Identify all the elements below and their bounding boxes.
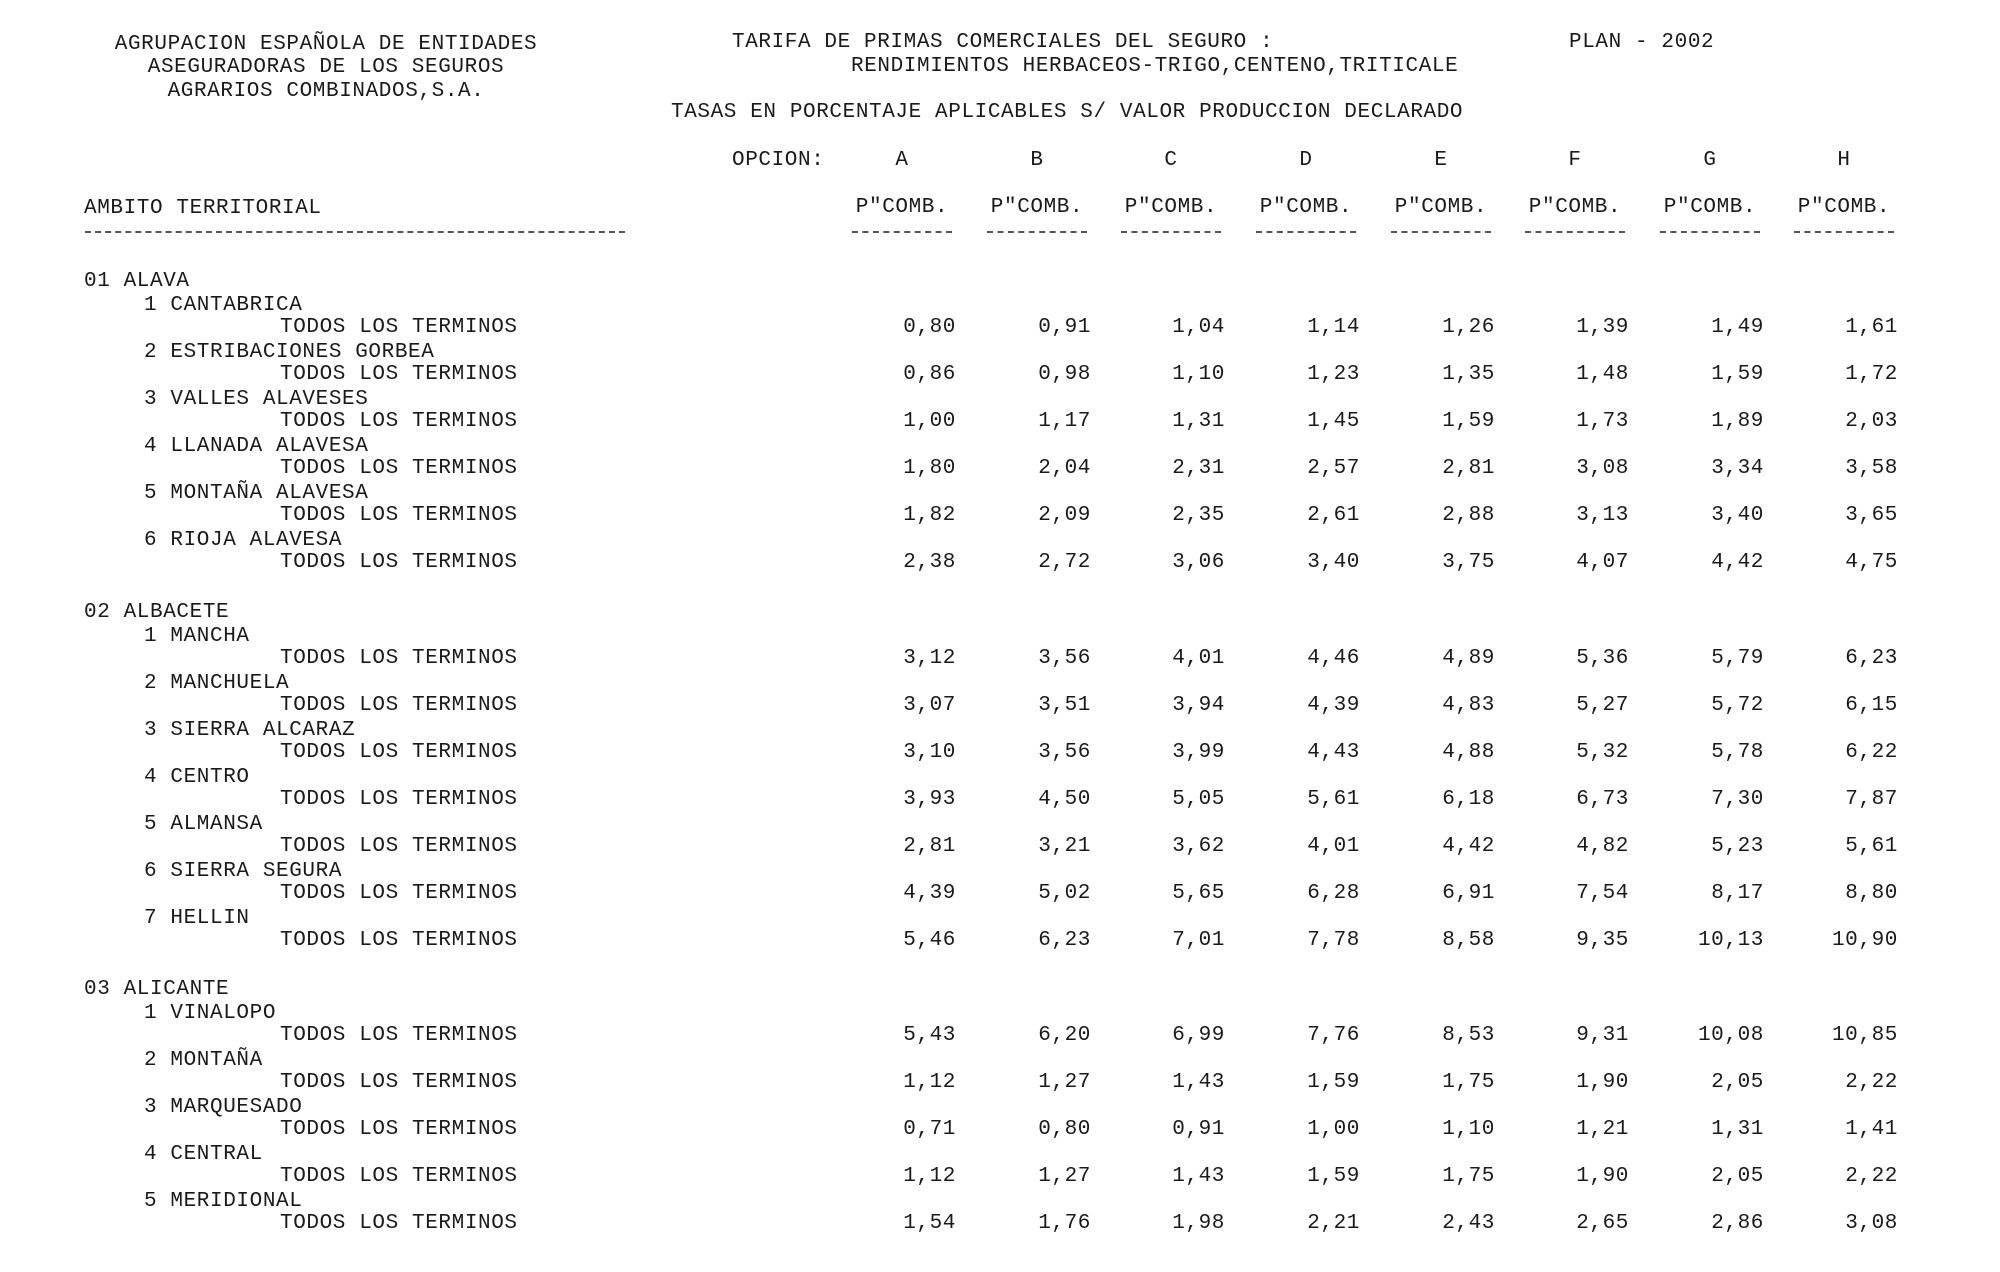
column-header-underline (987, 231, 1087, 233)
rate-cell: 0,80 (1038, 1118, 1091, 1141)
rate-cell: 6,22 (1845, 741, 1898, 764)
comarca-name: 2 ESTRIBACIONES GORBEA (144, 341, 435, 364)
tariff-title: TARIFA DE PRIMAS COMERCIALES DEL SEGURO : (732, 31, 1274, 54)
rate-cell: 3,21 (1038, 835, 1091, 858)
comarca-name: 6 SIERRA SEGURA (144, 860, 343, 883)
rate-cell: 6,18 (1442, 788, 1495, 811)
rate-cell: 1,35 (1442, 363, 1495, 386)
term-label: TODOS LOS TERMINOS (280, 1024, 518, 1047)
comarca-name: 6 RIOJA ALAVESA (144, 529, 343, 552)
rate-cell: 4,83 (1442, 694, 1495, 717)
rate-cell: 2,31 (1172, 457, 1225, 480)
rate-cell: 5,05 (1172, 788, 1225, 811)
company-line-2: ASEGURADORAS DE LOS SEGUROS (147, 56, 505, 79)
rate-cell: 2,43 (1442, 1212, 1495, 1235)
rate-cell: 1,75 (1442, 1071, 1495, 1094)
rate-cell: 6,20 (1038, 1024, 1091, 1047)
rate-cell: 5,36 (1576, 647, 1629, 670)
comarca-name: 5 MERIDIONAL (144, 1190, 303, 1213)
comarca-name: 2 MONTAÑA (144, 1049, 263, 1072)
rate-cell: 2,03 (1845, 410, 1898, 433)
rate-cell: 1,12 (903, 1071, 956, 1094)
rate-cell: 3,08 (1576, 457, 1629, 480)
column-header-g: P"COMB. (1663, 196, 1757, 219)
term-label: TODOS LOS TERMINOS (280, 647, 518, 670)
rate-cell: 3,06 (1172, 551, 1225, 574)
rate-cell: 7,30 (1711, 788, 1764, 811)
rate-cell: 1,72 (1845, 363, 1898, 386)
rate-cell: 4,01 (1307, 835, 1360, 858)
rate-cell: 2,61 (1307, 504, 1360, 527)
rate-cell: 3,13 (1576, 504, 1629, 527)
rate-cell: 7,01 (1172, 929, 1225, 952)
territory-header-underline (85, 231, 625, 233)
rate-cell: 3,08 (1845, 1212, 1898, 1235)
column-header-underline (852, 231, 952, 233)
term-label: TODOS LOS TERMINOS (280, 316, 518, 339)
rate-cell: 1,61 (1845, 316, 1898, 339)
rate-cell: 5,61 (1307, 788, 1360, 811)
rate-cell: 3,99 (1172, 741, 1225, 764)
rate-cell: 1,43 (1172, 1071, 1225, 1094)
term-label: TODOS LOS TERMINOS (280, 410, 518, 433)
comarca-name: 3 MARQUESADO (144, 1096, 303, 1119)
rate-cell: 4,89 (1442, 647, 1495, 670)
rate-cell: 1,10 (1442, 1118, 1495, 1141)
term-label: TODOS LOS TERMINOS (280, 835, 518, 858)
rate-cell: 5,78 (1711, 741, 1764, 764)
rate-cell: 6,91 (1442, 882, 1495, 905)
comarca-name: 3 SIERRA ALCARAZ (144, 719, 356, 742)
rate-cell: 2,04 (1038, 457, 1091, 480)
rate-cell: 3,65 (1845, 504, 1898, 527)
rate-cell: 4,42 (1442, 835, 1495, 858)
rate-cell: 3,51 (1038, 694, 1091, 717)
rate-cell: 2,38 (903, 551, 956, 574)
rate-cell: 1,98 (1172, 1212, 1225, 1235)
comarca-name: 2 MANCHUELA (144, 672, 290, 695)
rate-cell: 2,05 (1711, 1071, 1764, 1094)
rate-cell: 4,42 (1711, 551, 1764, 574)
rate-cell: 1,41 (1845, 1118, 1898, 1141)
option-letter-b: B (1030, 149, 1044, 172)
rate-cell: 1,59 (1442, 410, 1495, 433)
rate-cell: 10,90 (1831, 929, 1898, 952)
rate-cell: 9,31 (1576, 1024, 1629, 1047)
rate-cell: 3,56 (1038, 741, 1091, 764)
rate-cell: 2,65 (1576, 1212, 1629, 1235)
comarca-name: 1 MANCHA (144, 625, 250, 648)
option-letter-f: F (1568, 149, 1582, 172)
rate-cell: 9,35 (1576, 929, 1629, 952)
rate-cell: 0,86 (903, 363, 956, 386)
rate-cell: 5,65 (1172, 882, 1225, 905)
rate-cell: 6,73 (1576, 788, 1629, 811)
rate-cell: 8,80 (1845, 882, 1898, 905)
rate-cell: 4,07 (1576, 551, 1629, 574)
rate-cell: 4,75 (1845, 551, 1898, 574)
column-header-a: P"COMB. (855, 196, 949, 219)
province-name: 03 ALICANTE (84, 978, 230, 1001)
option-letter-g: G (1703, 149, 1717, 172)
rate-cell: 7,54 (1576, 882, 1629, 905)
rate-cell: 3,93 (903, 788, 956, 811)
column-header-underline (1794, 231, 1894, 233)
term-label: TODOS LOS TERMINOS (280, 882, 518, 905)
rate-cell: 2,72 (1038, 551, 1091, 574)
rate-cell: 1,10 (1172, 363, 1225, 386)
rate-cell: 10,13 (1697, 929, 1764, 952)
rate-cell: 1,00 (1307, 1118, 1360, 1141)
rate-cell: 3,56 (1038, 647, 1091, 670)
rate-cell: 1,73 (1576, 410, 1629, 433)
rate-cell: 1,59 (1307, 1071, 1360, 1094)
column-header-c: P"COMB. (1124, 196, 1218, 219)
rate-cell: 1,89 (1711, 410, 1764, 433)
rate-cell: 4,46 (1307, 647, 1360, 670)
rate-cell: 6,28 (1307, 882, 1360, 905)
rate-cell: 2,05 (1711, 1165, 1764, 1188)
term-label: TODOS LOS TERMINOS (280, 504, 518, 527)
column-header-underline (1256, 231, 1356, 233)
column-header-b: P"COMB. (990, 196, 1084, 219)
rate-cell: 1,59 (1711, 363, 1764, 386)
rate-cell: 1,31 (1711, 1118, 1764, 1141)
rate-cell: 2,09 (1038, 504, 1091, 527)
rate-cell: 3,12 (903, 647, 956, 670)
rate-cell: 3,07 (903, 694, 956, 717)
rate-cell: 3,40 (1711, 504, 1764, 527)
column-header-h: P"COMB. (1797, 196, 1891, 219)
column-header-underline (1121, 231, 1221, 233)
company-line-1: AGRUPACION ESPAÑOLA DE ENTIDADES (114, 33, 538, 56)
rate-cell: 6,23 (1038, 929, 1091, 952)
rate-cell: 5,79 (1711, 647, 1764, 670)
rate-cell: 5,72 (1711, 694, 1764, 717)
rate-cell: 1,12 (903, 1165, 956, 1188)
column-header-underline (1391, 231, 1491, 233)
term-label: TODOS LOS TERMINOS (280, 741, 518, 764)
rate-cell: 4,01 (1172, 647, 1225, 670)
rate-cell: 0,71 (903, 1118, 956, 1141)
rate-cell: 0,91 (1038, 316, 1091, 339)
comarca-name: 1 VINALOPO (144, 1002, 277, 1025)
rate-cell: 3,62 (1172, 835, 1225, 858)
rate-cell: 5,61 (1845, 835, 1898, 858)
rate-cell: 2,21 (1307, 1212, 1360, 1235)
rate-cell: 7,87 (1845, 788, 1898, 811)
rate-cell: 1,59 (1307, 1165, 1360, 1188)
rate-cell: 2,22 (1845, 1165, 1898, 1188)
rate-cell: 1,54 (903, 1212, 956, 1235)
rate-cell: 10,08 (1697, 1024, 1764, 1047)
comarca-name: 3 VALLES ALAVESES (144, 388, 369, 411)
rate-cell: 4,43 (1307, 741, 1360, 764)
rate-cell: 2,22 (1845, 1071, 1898, 1094)
tariff-subtitle: RENDIMIENTOS HERBACEOS-TRIGO,CENTENO,TRITICALE (851, 55, 1459, 78)
rate-cell: 1,80 (903, 457, 956, 480)
term-label: TODOS LOS TERMINOS (280, 551, 518, 574)
rate-cell: 6,23 (1845, 647, 1898, 670)
rate-cell: 1,43 (1172, 1165, 1225, 1188)
option-letter-d: D (1299, 149, 1313, 172)
rate-cell: 1,48 (1576, 363, 1629, 386)
rate-cell: 0,80 (903, 316, 956, 339)
rate-cell: 4,50 (1038, 788, 1091, 811)
term-label: TODOS LOS TERMINOS (280, 1165, 518, 1188)
comarca-name: 5 MONTAÑA ALAVESA (144, 482, 369, 505)
option-letter-a: A (895, 149, 909, 172)
rate-cell: 2,57 (1307, 457, 1360, 480)
comarca-name: 5 ALMANSA (144, 813, 263, 836)
option-letter-c: C (1164, 149, 1178, 172)
comarca-name: 7 HELLIN (144, 907, 250, 930)
rate-cell: 0,91 (1172, 1118, 1225, 1141)
rate-cell: 1,76 (1038, 1212, 1091, 1235)
rate-cell: 1,04 (1172, 316, 1225, 339)
rate-cell: 4,39 (1307, 694, 1360, 717)
rate-cell: 2,81 (903, 835, 956, 858)
rate-cell: 7,76 (1307, 1024, 1360, 1047)
rate-cell: 5,27 (1576, 694, 1629, 717)
rate-cell: 6,99 (1172, 1024, 1225, 1047)
rate-cell: 1,27 (1038, 1165, 1091, 1188)
comarca-name: 4 CENTRAL (144, 1143, 263, 1166)
option-letter-h: H (1837, 149, 1851, 172)
rate-cell: 5,23 (1711, 835, 1764, 858)
rate-cell: 7,78 (1307, 929, 1360, 952)
rate-cell: 8,53 (1442, 1024, 1495, 1047)
rate-cell: 2,88 (1442, 504, 1495, 527)
term-label: TODOS LOS TERMINOS (280, 1212, 518, 1235)
rate-cell: 1,23 (1307, 363, 1360, 386)
term-label: TODOS LOS TERMINOS (280, 929, 518, 952)
rate-cell: 1,90 (1576, 1071, 1629, 1094)
rate-cell: 1,45 (1307, 410, 1360, 433)
rate-cell: 8,17 (1711, 882, 1764, 905)
rate-cell: 1,90 (1576, 1165, 1629, 1188)
rate-cell: 3,34 (1711, 457, 1764, 480)
rate-cell: 1,26 (1442, 316, 1495, 339)
rate-cell: 3,10 (903, 741, 956, 764)
comarca-name: 4 CENTRO (144, 766, 250, 789)
rate-cell: 3,75 (1442, 551, 1495, 574)
rate-cell: 1,75 (1442, 1165, 1495, 1188)
column-header-d: P"COMB. (1259, 196, 1353, 219)
province-name: 01 ALAVA (84, 270, 190, 293)
column-header-f: P"COMB. (1528, 196, 1622, 219)
rate-cell: 5,32 (1576, 741, 1629, 764)
term-label: TODOS LOS TERMINOS (280, 788, 518, 811)
column-header-underline (1525, 231, 1625, 233)
rates-note: TASAS EN PORCENTAJE APLICABLES S/ VALOR PRODUCCION DECLARADO (671, 101, 1464, 124)
company-line-3: AGRARIOS COMBINADOS,S.A. (167, 80, 485, 103)
rate-cell: 4,39 (903, 882, 956, 905)
territory-header: AMBITO TERRITORIAL (84, 197, 322, 220)
rate-cell: 1,00 (903, 410, 956, 433)
rate-cell: 4,82 (1576, 835, 1629, 858)
rate-cell: 3,58 (1845, 457, 1898, 480)
rate-cell: 1,21 (1576, 1118, 1629, 1141)
term-label: TODOS LOS TERMINOS (280, 694, 518, 717)
rate-cell: 5,46 (903, 929, 956, 952)
comarca-name: 4 LLANADA ALAVESA (144, 435, 369, 458)
rate-cell: 3,94 (1172, 694, 1225, 717)
rate-cell: 1,14 (1307, 316, 1360, 339)
rate-cell: 1,49 (1711, 316, 1764, 339)
rate-cell: 10,85 (1831, 1024, 1898, 1047)
rate-cell: 3,40 (1307, 551, 1360, 574)
term-label: TODOS LOS TERMINOS (280, 1118, 518, 1141)
rate-cell: 8,58 (1442, 929, 1495, 952)
rate-cell: 1,39 (1576, 316, 1629, 339)
option-label: OPCION: (732, 149, 825, 172)
column-header-underline (1660, 231, 1760, 233)
province-name: 02 ALBACETE (84, 601, 230, 624)
rate-cell: 5,43 (903, 1024, 956, 1047)
column-header-e: P"COMB. (1394, 196, 1488, 219)
option-letter-e: E (1434, 149, 1448, 172)
rate-cell: 4,88 (1442, 741, 1495, 764)
rate-cell: 2,35 (1172, 504, 1225, 527)
plan-label: PLAN - 2002 (1569, 31, 1715, 54)
rate-cell: 1,17 (1038, 410, 1091, 433)
rate-cell: 1,31 (1172, 410, 1225, 433)
comarca-name: 1 CANTABRICA (144, 294, 303, 317)
rate-cell: 2,86 (1711, 1212, 1764, 1235)
rate-cell: 0,98 (1038, 363, 1091, 386)
rate-cell: 2,81 (1442, 457, 1495, 480)
rate-cell: 5,02 (1038, 882, 1091, 905)
rate-cell: 1,82 (903, 504, 956, 527)
term-label: TODOS LOS TERMINOS (280, 1071, 518, 1094)
rate-cell: 1,27 (1038, 1071, 1091, 1094)
term-label: TODOS LOS TERMINOS (280, 457, 518, 480)
term-label: TODOS LOS TERMINOS (280, 363, 518, 386)
rate-cell: 6,15 (1845, 694, 1898, 717)
